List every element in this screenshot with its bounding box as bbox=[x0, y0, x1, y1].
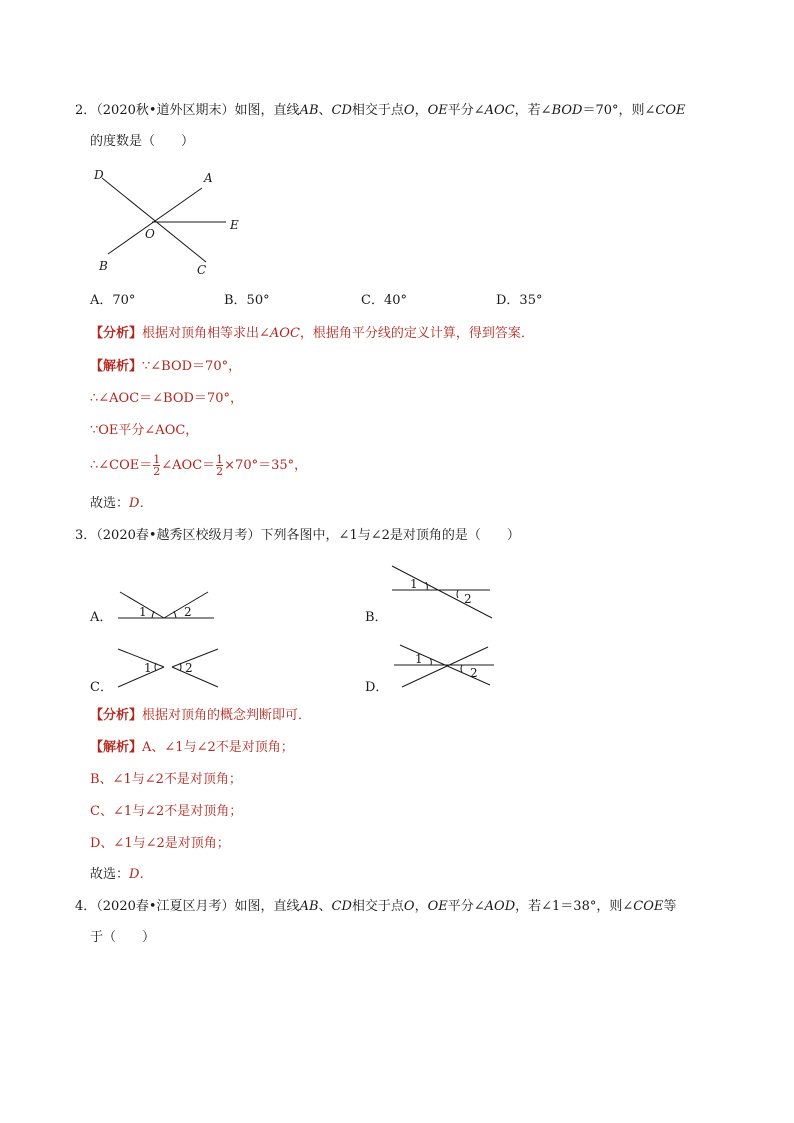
q2-solution-step1: 【解析】∵∠BOD＝70°， bbox=[90, 359, 242, 374]
q2-solution-step3: ∵OE平分∠AOC， bbox=[90, 423, 199, 438]
q3-stem: 3．（2020春•越秀区校级月考）下列各图中，∠1与∠2是对顶角的是（ ） bbox=[75, 528, 520, 543]
fraction-half: $\frac{1}{2}$ bbox=[153, 453, 161, 478]
angle-1-label: 1 bbox=[410, 577, 418, 591]
q3-solution-d: D、∠1与∠2是对顶角； bbox=[90, 836, 230, 851]
angle-1-label: 1 bbox=[144, 661, 152, 675]
q2-solution-step2: ∴∠AOC＝∠BOD＝70°， bbox=[90, 391, 243, 406]
q3-solution-c: C、∠1与∠2不是对顶角； bbox=[90, 804, 243, 819]
label-o: O bbox=[145, 227, 155, 241]
q4-stem: 4．（2020春•江夏区月考）如图，直线AB、CD相交于点O，OE平分∠AOD，若∠1＝38°，则∠COE等 bbox=[75, 899, 677, 914]
line-dc bbox=[102, 178, 206, 262]
q2-stem: 2．（2020秋•道外区期末）如图，直线AB、CD相交于点O，OE平分∠AOC，若∠BOD＝70°，则∠COE bbox=[75, 103, 686, 118]
fraction-half: $\frac{1}{2}$ bbox=[216, 453, 224, 478]
label-d: D bbox=[94, 168, 104, 182]
label-b: B bbox=[99, 259, 108, 273]
angle-2-label: 2 bbox=[185, 661, 193, 675]
q3-answer: 故选：D． bbox=[90, 867, 153, 882]
q3-figure-d bbox=[390, 641, 500, 691]
angle-1-label: 1 bbox=[139, 605, 147, 619]
q3-figure-c bbox=[114, 645, 224, 691]
q2-option-c: C．40° bbox=[361, 293, 407, 308]
q4-stem-line2: 于（ ） bbox=[90, 930, 156, 945]
q2-option-d: D．35° bbox=[496, 293, 543, 308]
line-ab bbox=[108, 188, 202, 254]
q2-solution-step4: ∴∠COE＝ $\frac{1}{2}$ ∠AOC＝ $\frac{1}{2}$ ×70°＝35°， bbox=[90, 453, 308, 478]
q3-figure-b bbox=[388, 562, 498, 622]
q3-option-d-label: D． bbox=[365, 680, 389, 695]
label-c: C bbox=[197, 263, 207, 277]
q2-stem-line2: 的度数是（ ） bbox=[90, 134, 195, 149]
q2-option-a: A．70° bbox=[90, 293, 136, 308]
q3-solution-a: 【解析】A、∠1与∠2不是对顶角； bbox=[90, 740, 294, 755]
label-a: A bbox=[204, 171, 213, 185]
angle-2-label: 2 bbox=[470, 666, 478, 680]
q3-option-c-label: C． bbox=[90, 680, 113, 695]
q3-option-a-label: A． bbox=[90, 610, 113, 625]
q2-analysis: 【分析】根据对顶角相等求出∠AOC，根据角平分线的定义计算，得到答案． bbox=[90, 326, 534, 341]
angle-1-label: 1 bbox=[415, 652, 423, 666]
q2-figure bbox=[88, 162, 268, 282]
q3-solution-b: B、∠1与∠2不是对顶角； bbox=[90, 772, 242, 787]
label-e: E bbox=[230, 218, 239, 232]
q3-figure-a bbox=[114, 588, 224, 628]
angle-2-label: 2 bbox=[464, 592, 472, 606]
q2-option-b: B．50° bbox=[224, 293, 270, 308]
angle-2-label: 2 bbox=[184, 605, 192, 619]
q3-option-b-label: B． bbox=[365, 610, 388, 625]
q2-answer: 故选：D． bbox=[90, 496, 153, 511]
q3-analysis: 【分析】根据对顶角的概念判断即可． bbox=[90, 708, 312, 723]
